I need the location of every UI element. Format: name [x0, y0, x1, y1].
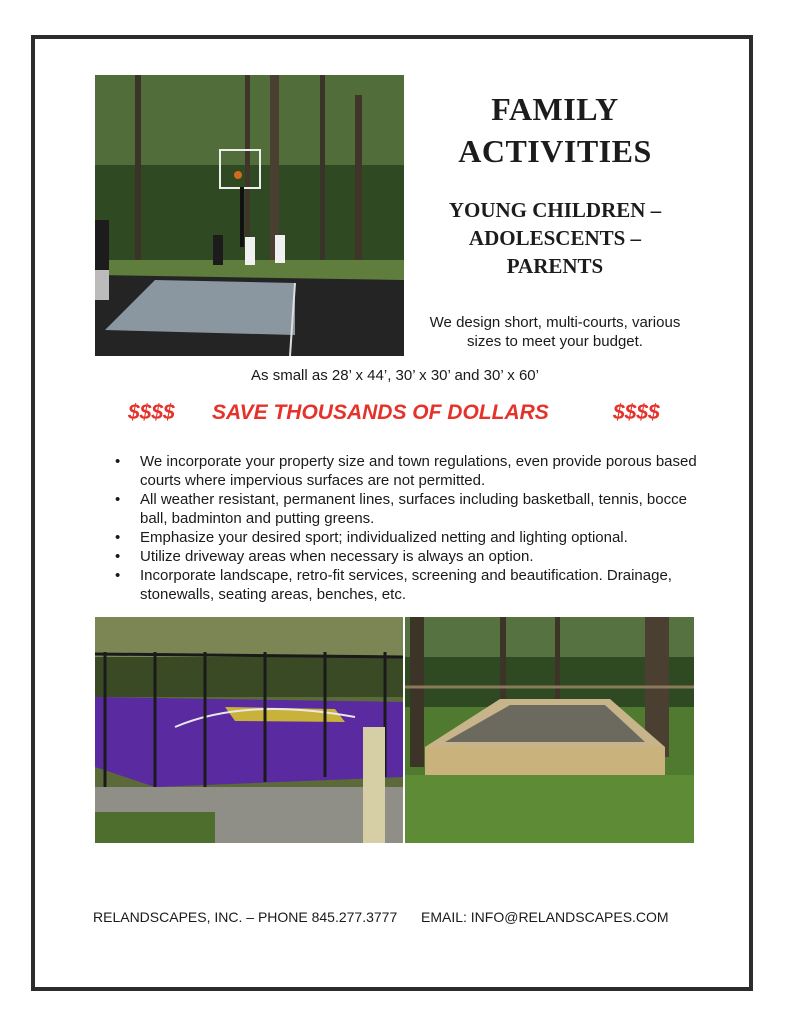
audience-subtitle: [420, 196, 690, 280]
subtitle-line-3: PARENTS: [506, 254, 604, 278]
save-banner: [100, 401, 700, 429]
basketball-court-photo: [95, 75, 404, 356]
save-banner-headline: SAVE THOUSANDS OF DOLLARS: [212, 401, 549, 424]
court-sizes-text: As small as 28’ x 44’, 30’ x 30’ and 30’ x 60’: [251, 367, 539, 384]
subtitle-line-1: YOUNG CHILDREN –: [448, 198, 662, 222]
design-text: [420, 313, 690, 351]
list-item: • Emphasize your desired sport; individualized netting and lighting optional.: [112, 528, 712, 547]
footer-email: EMAIL: INFO@RELANDSCAPES.COM: [421, 909, 669, 925]
list-item: • We incorporate your property size and town regulations, even provide porous based courts where impervious surfaces are not permitted.: [112, 452, 712, 490]
design-text-line-2: sizes to meet your budget.: [467, 333, 643, 350]
list-item: • Incorporate landscape, retro-fit services, screening and beautification. Drainage, stonewalls, seating areas, benches, etc.: [112, 566, 712, 604]
page-title: [420, 88, 690, 172]
title-line-1: FAMILY: [491, 91, 619, 127]
save-banner-dollars-left: $$$$: [128, 401, 175, 424]
list-item: • All weather resistant, permanent lines, surfaces including basketball, tennis, bocce ball, badminton and putting greens.: [112, 490, 712, 528]
list-item: • Utilize driveway areas when necessary is always an option.: [112, 547, 712, 566]
bocce-court-photo: [405, 617, 694, 843]
footer-company-phone: RELANDSCAPES, INC. – PHONE 845.277.3777: [93, 909, 398, 925]
title-line-2: ACTIVITIES: [458, 133, 652, 169]
save-banner-dollars-right: $$$$: [613, 401, 660, 424]
subtitle-line-2: ADOLESCENTS –: [468, 226, 642, 250]
feature-list: [112, 452, 712, 604]
multi-court-photo: [95, 617, 403, 843]
design-text-line-1: We design short, multi-courts, various: [429, 314, 681, 331]
